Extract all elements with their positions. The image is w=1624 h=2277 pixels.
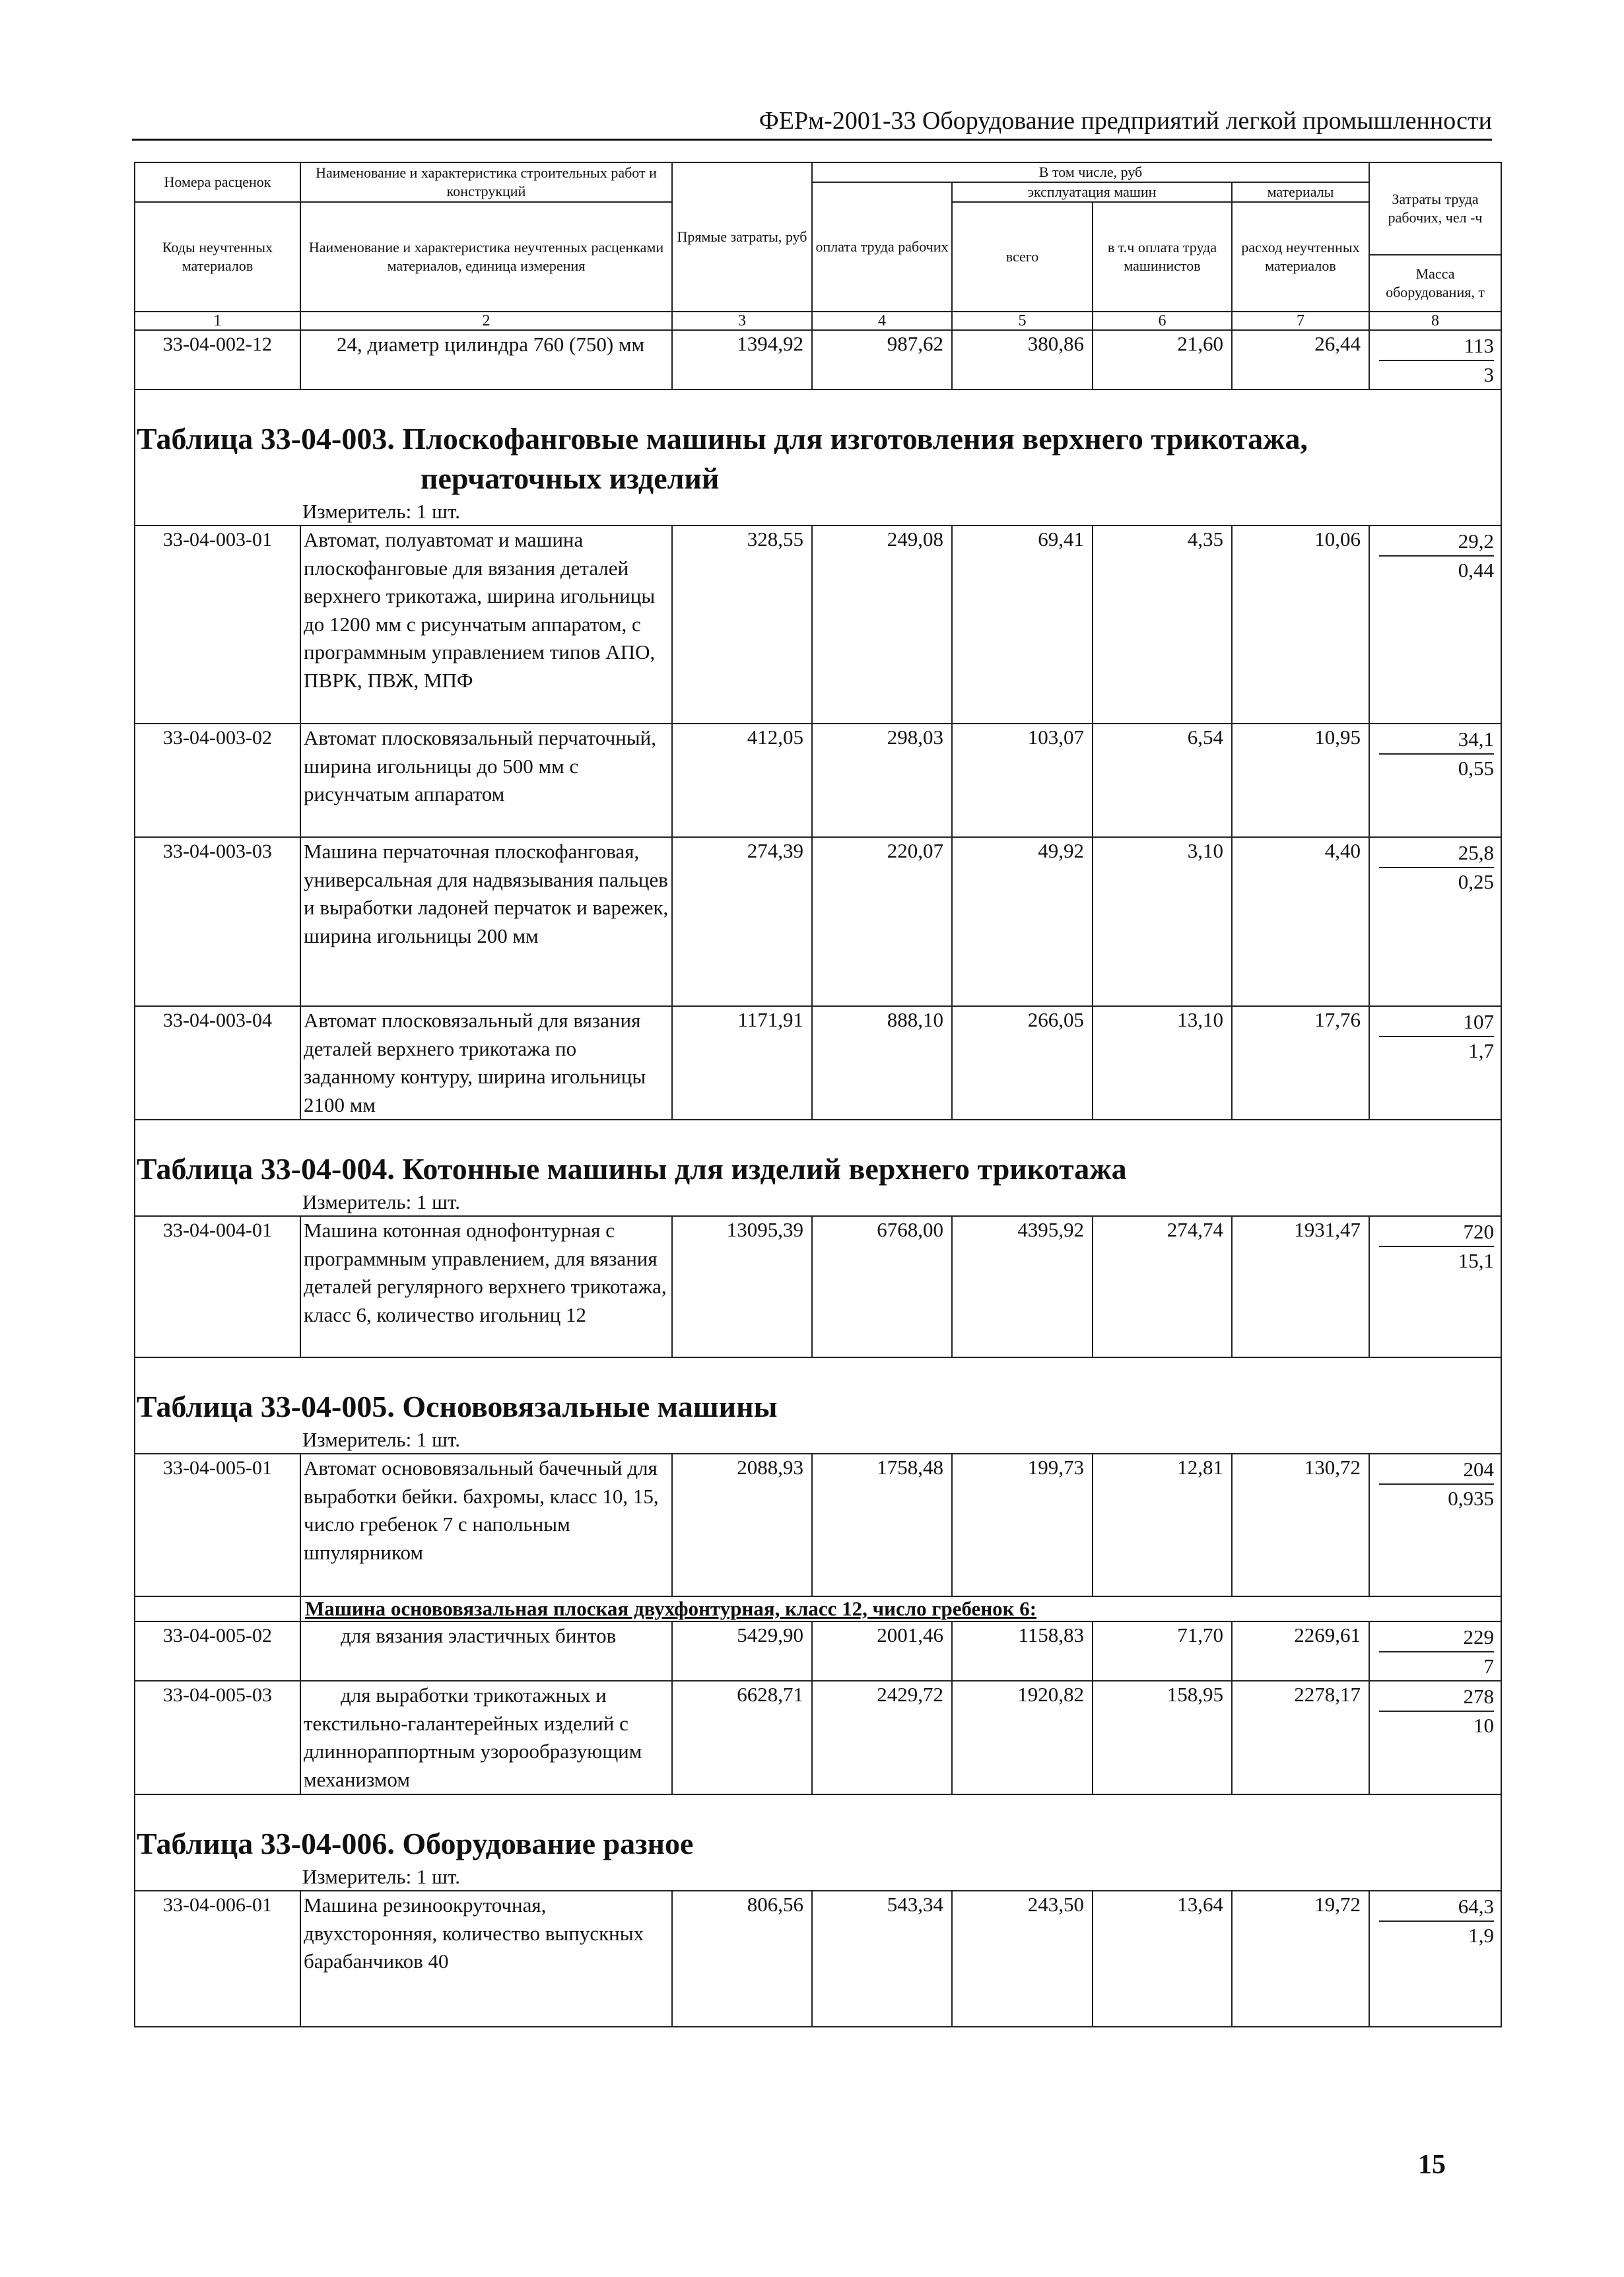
col-name-header-bottom: Наименование и характеристика неучтенных расценками материалов, единица измерения <box>300 202 672 312</box>
equipment-mass: 15,1 <box>1458 1249 1495 1272</box>
subheading: Машина основовязальная плоская двухфонтурная, класс 12, число гребенок 6: <box>300 1596 1501 1621</box>
machines-total: 266,05 <box>952 1006 1093 1120</box>
labor-mass <box>1369 1891 1501 2027</box>
table-row <box>135 1006 1501 1120</box>
rate-code: 33-04-005-01 <box>135 1454 300 1596</box>
unit-of-measure: Измеритель: 1 шт. <box>302 500 461 523</box>
wages: 2001,46 <box>812 1621 952 1681</box>
col-direct-header: Прямые затраты, руб <box>672 162 812 312</box>
direct-cost: 2088,93 <box>672 1454 812 1596</box>
subheading-spacer <box>135 1596 300 1621</box>
equipment-mass: 0,25 <box>1458 870 1495 893</box>
direct-cost: 1171,91 <box>672 1006 812 1120</box>
direct-cost: 1394,92 <box>672 330 812 390</box>
col-number: 8 <box>1369 312 1501 330</box>
equipment-mass: 10 <box>1473 1714 1495 1737</box>
direct-cost: 5429,90 <box>672 1621 812 1681</box>
table-row <box>135 837 1501 1006</box>
rate-name: Автомат, полуавтомат и машина плоскофанговые для вязания деталей верхнего трикотажа, ширина игольницы до 1200 мм с рисунчатым аппаратом, с программным управлением типов АПО, ПВРК, ПВЖ, МПФ <box>300 526 672 724</box>
operators-wages: 13,64 <box>1093 1891 1232 2027</box>
col-machines-header: всего <box>952 202 1093 312</box>
section-title-line1: Таблица 33-04-003. Плоскофанговые машины для изготовления верхнего трикотажа, <box>137 422 1308 456</box>
labor-mass <box>1369 724 1501 837</box>
rate-name: Машина резиноокруточная, двухсторонняя, количество выпускных барабанчиков 40 <box>300 1891 672 2027</box>
rate-code: 33-04-002-12 <box>135 330 300 390</box>
machines-total: 4395,92 <box>952 1216 1093 1357</box>
rate-name: Автомат плосковязальный для вязания деталей верхнего трикотажа по заданному контуру, ширина игольницы 2100 мм <box>300 1006 672 1120</box>
rate-name: Автомат основовязальный бачечный для выработки бейки. бахромы, класс 10, 15, число гребенок 7 с напольным шпулярником <box>300 1454 672 1596</box>
section-title-block <box>135 1794 1501 1891</box>
col-number: 2 <box>300 312 672 330</box>
labor-mass <box>1369 1621 1501 1681</box>
equipment-mass: 0,935 <box>1448 1487 1495 1510</box>
operators-wages: 3,10 <box>1093 837 1232 1006</box>
rate-name: 24, диаметр цилиндра 760 (750) мм <box>300 330 672 390</box>
direct-cost: 328,55 <box>672 526 812 724</box>
table-row <box>135 526 1501 724</box>
col-materials-group-header: материалы <box>1232 182 1369 202</box>
equipment-mass: 1,7 <box>1468 1039 1495 1062</box>
rate-code: 33-04-003-02 <box>135 724 300 837</box>
labor-mass <box>1369 1216 1501 1357</box>
labor-mass <box>1369 1681 1501 1794</box>
col-unaccounted-header: расход неучтенных материалов <box>1232 202 1369 312</box>
labor-cost: 720 <box>1379 1218 1494 1247</box>
machines-total: 103,07 <box>952 724 1093 837</box>
machines-total: 69,41 <box>952 526 1093 724</box>
rate-code: 33-04-003-04 <box>135 1006 300 1120</box>
table-row <box>135 1891 1501 2027</box>
materials: 4,40 <box>1232 837 1369 1006</box>
section-title: Таблица 33-04-005. Основовязальные машины <box>137 1390 778 1423</box>
section-title-block <box>135 1120 1501 1216</box>
table-row <box>135 724 1501 837</box>
rate-name: Автомат плосковязальный перчаточный, ширина игольницы до 500 мм с рисунчатым аппаратом <box>300 724 672 837</box>
rate-code: 33-04-003-03 <box>135 837 300 1006</box>
materials: 2269,61 <box>1232 1621 1369 1681</box>
rate-code: 33-04-003-01 <box>135 526 300 724</box>
section-title-block <box>135 390 1501 526</box>
wages: 220,07 <box>812 837 952 1006</box>
labor-mass <box>1369 1454 1501 1596</box>
operators-wages: 6,54 <box>1093 724 1232 837</box>
wages: 888,10 <box>812 1006 952 1120</box>
direct-cost: 806,56 <box>672 1891 812 2027</box>
col-number: 7 <box>1232 312 1369 330</box>
equipment-mass: 0,44 <box>1458 559 1495 582</box>
table-row <box>135 1681 1501 1794</box>
rates-sheet <box>134 162 1501 2027</box>
materials: 17,76 <box>1232 1006 1369 1120</box>
materials: 1931,47 <box>1232 1216 1369 1357</box>
col-labor-header: Затраты труда рабочих, чел -ч <box>1369 162 1501 255</box>
col-code-header-bottom: Коды неучтенных материалов <box>135 202 300 312</box>
col-number: 3 <box>672 312 812 330</box>
machines-total: 49,92 <box>952 837 1093 1006</box>
labor-mass <box>1369 526 1501 724</box>
materials: 2278,17 <box>1232 1681 1369 1794</box>
unit-of-measure: Измеритель: 1 шт. <box>302 1190 461 1213</box>
direct-cost: 13095,39 <box>672 1216 812 1357</box>
materials: 130,72 <box>1232 1454 1369 1596</box>
machines-total: 380,86 <box>952 330 1093 390</box>
col-name-header-top: Наименование и характеристика строительных работ и конструкций <box>300 162 672 202</box>
labor-cost: 229 <box>1379 1623 1494 1652</box>
rate-code: 33-04-005-02 <box>135 1621 300 1681</box>
machines-total: 1920,82 <box>952 1681 1093 1794</box>
col-mass-header: Масса оборудования, т <box>1369 255 1501 312</box>
section-title: Таблица 33-04-004. Котонные машины для изделий верхнего трикотажа <box>137 1152 1127 1186</box>
rate-name: для вязания эластичных бинтов <box>300 1621 672 1681</box>
labor-cost: 25,8 <box>1379 839 1494 868</box>
section-title <box>135 390 1501 498</box>
equipment-mass: 1,9 <box>1468 1924 1495 1947</box>
operators-wages: 12,81 <box>1093 1454 1232 1596</box>
table-row <box>135 1621 1501 1681</box>
direct-cost: 6628,71 <box>672 1681 812 1794</box>
materials: 26,44 <box>1232 330 1369 390</box>
section-title: Таблица 33-04-006. Оборудование разное <box>137 1827 694 1860</box>
wages: 2429,72 <box>812 1681 952 1794</box>
col-incl-header: В том числе, руб <box>812 162 1369 182</box>
unit-of-measure: Измеритель: 1 шт. <box>302 1865 461 1888</box>
operators-wages: 21,60 <box>1093 330 1232 390</box>
operators-wages: 274,74 <box>1093 1216 1232 1357</box>
labor-cost: 64,3 <box>1379 1893 1494 1922</box>
col-number: 1 <box>135 312 300 330</box>
col-number: 4 <box>812 312 952 330</box>
col-number: 5 <box>952 312 1093 330</box>
rate-name: для выработки трикотажных и текстильно-галантерейных изделий с длиннораппортным узорообразующим механизмом <box>300 1681 672 1794</box>
labor-cost: 34,1 <box>1379 726 1494 755</box>
direct-cost: 274,39 <box>672 837 812 1006</box>
rate-code: 33-04-006-01 <box>135 1891 300 2027</box>
col-operators-header: в т.ч оплата труда машинистов <box>1093 202 1232 312</box>
wages: 1758,48 <box>812 1454 952 1596</box>
materials: 10,06 <box>1232 526 1369 724</box>
col-code-header-top: Номера расценок <box>135 162 300 202</box>
labor-mass <box>1369 837 1501 1006</box>
rate-code: 33-04-005-03 <box>135 1681 300 1794</box>
operators-wages: 4,35 <box>1093 526 1232 724</box>
col-machines-group-header: эксплуатация машин <box>952 182 1232 202</box>
labor-mass <box>1369 1006 1501 1120</box>
wages: 298,03 <box>812 724 952 837</box>
rate-name: Машина перчаточная плоскофанговая, универсальная для надвязывания пальцев и выработки ладоней перчаток и варежек, ширина игольницы 200 мм <box>300 837 672 1006</box>
wages: 543,34 <box>812 1891 952 2027</box>
machines-total: 199,73 <box>952 1454 1093 1596</box>
machines-total: 1158,83 <box>952 1621 1093 1681</box>
wages: 987,62 <box>812 330 952 390</box>
rate-name: Машина котонная однофонтурная с программным управлением, для вязания деталей регулярного верхнего трикотажа, класс 6, количество игольниц 12 <box>300 1216 672 1357</box>
table-row <box>135 1216 1501 1357</box>
equipment-mass: 3 <box>1483 363 1495 386</box>
labor-mass <box>1369 330 1501 390</box>
unit-of-measure: Измеритель: 1 шт. <box>302 1428 461 1451</box>
rate-code: 33-04-004-01 <box>135 1216 300 1357</box>
labor-cost: 204 <box>1379 1456 1494 1485</box>
wages: 249,08 <box>812 526 952 724</box>
direct-cost: 412,05 <box>672 724 812 837</box>
col-number: 6 <box>1093 312 1232 330</box>
rates-table <box>134 162 1502 2027</box>
equipment-mass: 7 <box>1483 1654 1495 1678</box>
table-row <box>135 330 1501 390</box>
materials: 10,95 <box>1232 724 1369 837</box>
equipment-mass: 0,55 <box>1458 757 1495 780</box>
section-title-block <box>135 1357 1501 1454</box>
labor-cost: 113 <box>1379 332 1494 361</box>
machines-total: 243,50 <box>952 1891 1093 2027</box>
labor-cost: 107 <box>1379 1008 1494 1037</box>
page-number: 15 <box>1418 2150 1446 2180</box>
labor-cost: 278 <box>1379 1683 1494 1712</box>
running-header <box>132 104 1492 141</box>
labor-cost: 29,2 <box>1379 527 1494 557</box>
section-title-line2: перчаточных изделий <box>421 461 720 495</box>
running-title: ФЕРм-2001-33 Оборудование предприятий легкой промышленности <box>759 107 1492 135</box>
col-wages-header: оплата труда рабочих <box>812 182 952 312</box>
materials: 19,72 <box>1232 1891 1369 2027</box>
wages: 6768,00 <box>812 1216 952 1357</box>
operators-wages: 13,10 <box>1093 1006 1232 1120</box>
table-row <box>135 1454 1501 1596</box>
operators-wages: 71,70 <box>1093 1621 1232 1681</box>
operators-wages: 158,95 <box>1093 1681 1232 1794</box>
